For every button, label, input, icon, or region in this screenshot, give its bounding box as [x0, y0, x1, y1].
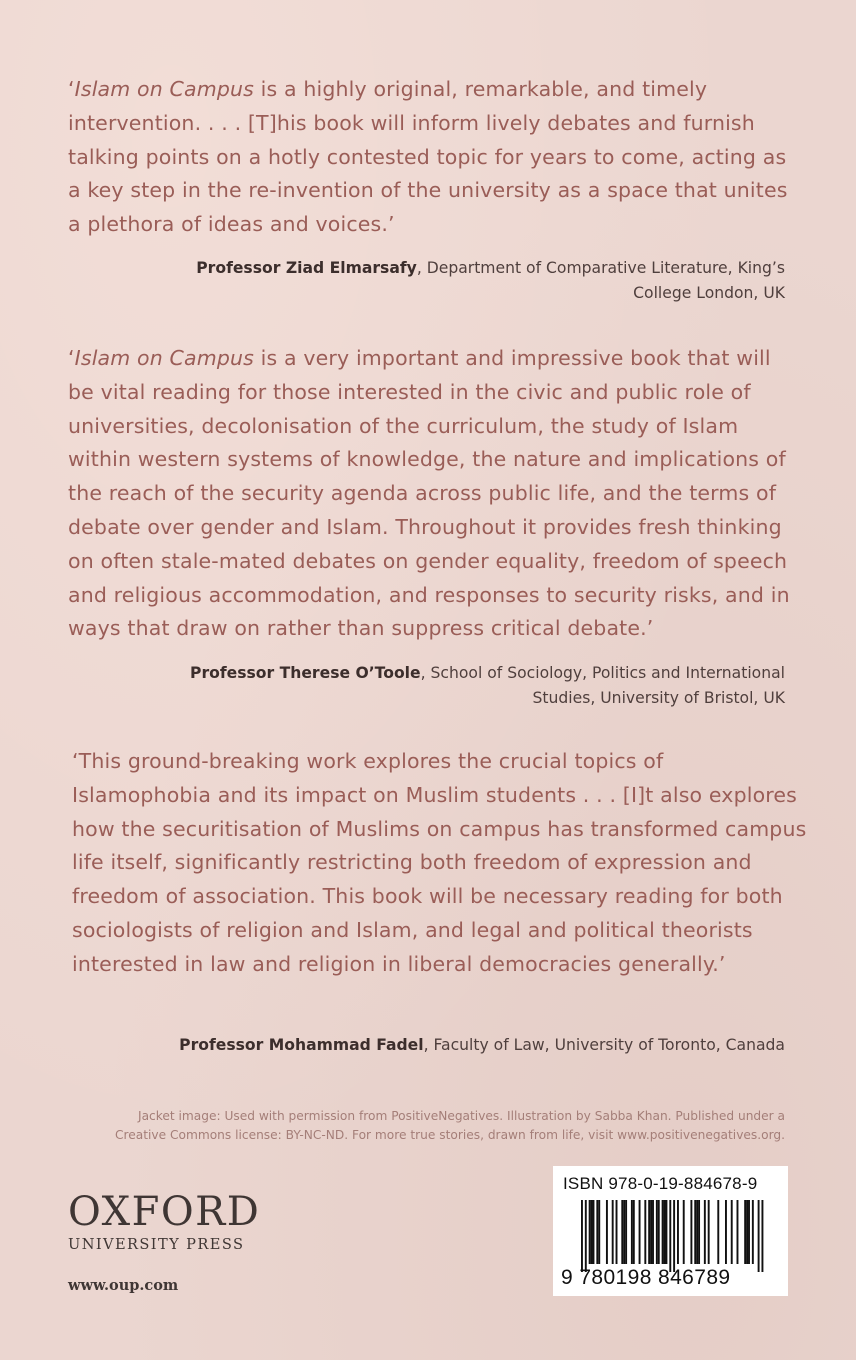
barcode-bar [761, 1200, 763, 1272]
barcode-bar [591, 1200, 593, 1264]
barcode-bar [639, 1200, 641, 1264]
barcode-bar [694, 1200, 696, 1264]
barcode-bar [758, 1200, 760, 1272]
publisher-name: OXFORD [68, 1189, 261, 1235]
barcode-bar [589, 1200, 591, 1264]
barcode-bar [652, 1200, 654, 1264]
review-2-quote: ‘Islam on Campus is a very important and impressive book that will be vital reading for those interested in the civic and public role of universities, decolonisation of the curriculum, the study of Islam within western systems of knowledge, the nature and implications of the reach of the security agenda across public life, and the terms of debate over gender and Islam. Throughout it provides fresh thinking on often stale-mated debates on gender equality, freedom of speech and religious accommodation, and responses to security risks, and in ways that draw on rather than suppress critical debate.’ [68, 346, 790, 641]
review-1-quote: ‘Islam on Campus is a highly original, remarkable, and timely intervention. . . . [T]his book will inform lively debates and furnish talking points on a hotly contested topic for years to come, acting as a key step in the re-invention of the university as a space that unites a plethora of ideas and voices.’ [68, 77, 788, 237]
barcode-bar [631, 1200, 633, 1264]
barcode-bar [669, 1200, 671, 1272]
review-1-attribution [145, 256, 785, 305]
jacket-image-credit: Jacket image: Used with permission from PositiveNegatives. Illustration by Sabba Khan. Published under a Creative Commons license: BY-NC-ND. For more true stories, drawn from life, visit www.positivenegatives.org. [115, 1109, 785, 1142]
barcode-bar [665, 1200, 667, 1264]
publisher-subtitle: UNIVERSITY PRESS [68, 1236, 245, 1253]
barcode-bar [664, 1200, 666, 1264]
barcode-digits: 9 780198 846789 [561, 1266, 731, 1289]
barcode-bar [623, 1200, 625, 1264]
review-2-body: is a very important and impressive book that will be vital reading for those interested in the civic and public role of universities, decolonisation of the curriculum, the study of Islam within western systems of knowledge, the nature and implications of the reach of the security agenda across public life, and the terms of debate over gender and Islam. Throughout it provides fresh thinking on often stale-mated debates on gender equality, freedom of speech and religious accommodation, and responses to security risks, and in ways that draw on rather than suppress critical debate.’ [68, 346, 790, 641]
barcode-bar [633, 1200, 635, 1264]
barcode-bar [598, 1200, 600, 1264]
barcode-bar [616, 1200, 618, 1264]
barcode-bar [606, 1200, 608, 1264]
barcode-bar [621, 1200, 623, 1264]
barcode-bar [717, 1200, 719, 1264]
barcode-bar [625, 1200, 627, 1264]
barcode-bar [656, 1200, 658, 1264]
barcode-bar [650, 1200, 652, 1264]
barcode-bar [683, 1200, 685, 1264]
barcode-bar [593, 1200, 595, 1264]
barcode-bar [673, 1200, 675, 1272]
review-3-quote: ‘This ground-breaking work explores the crucial topics of Islamophobia and its impact on Muslim students . . . [I]t also explores how the securitisation of Muslims on campus has transformed campus life itself, significantly restricting both freedom of expression and freedom of association. This book will be necessary reading for both sociologists of religion and Islam, and legal and political theorists interested in law and religion in liberal democracies generally.’ [72, 749, 807, 976]
review-2-book-title: Islam on Campus [74, 346, 254, 370]
barcode-bar [737, 1200, 739, 1264]
barcode-bar [708, 1200, 710, 1264]
review-1-body: is a highly original, remarkable, and timely intervention. . . . [T]his book will inform lively debates and furnish talking points on a hotly contested topic for years to come, acting as a key step in the re-invention of the university as a space that unites a plethora of ideas and voices.’ [68, 77, 788, 237]
barcode-bar [746, 1200, 748, 1264]
review-2-author: Professor Therese O’Toole [190, 664, 421, 682]
review-1-book-title: Islam on Campus [74, 77, 254, 101]
isbn-barcode [553, 1166, 788, 1296]
barcode-bar [748, 1200, 750, 1264]
barcode-bar [696, 1200, 698, 1264]
barcode-bar [752, 1200, 754, 1264]
publisher-logo [68, 1190, 260, 1254]
barcode-bar [662, 1200, 664, 1264]
review-1-affiliation: , Department of Comparative Literature, King’s College London, UK [416, 259, 785, 302]
barcode-bar [612, 1200, 614, 1264]
review-2-attribution [145, 661, 785, 710]
barcode-bar [648, 1200, 650, 1264]
barcode-bar [704, 1200, 706, 1264]
barcode-bar [725, 1200, 727, 1264]
review-3-attribution [145, 1033, 785, 1058]
barcode-bar [658, 1200, 660, 1264]
publisher-url: www.oup.com [68, 1277, 179, 1294]
barcode-bar [744, 1200, 746, 1264]
barcode-bar [677, 1200, 679, 1264]
barcode-bar [644, 1200, 646, 1264]
barcode-bar [698, 1200, 700, 1264]
isbn-label: ISBN 978-0-19-884678-9 [563, 1174, 758, 1193]
barcode-bar [731, 1200, 733, 1264]
barcode-bar [581, 1200, 583, 1272]
barcode-bar [690, 1200, 692, 1264]
barcode-bar [585, 1200, 587, 1272]
review-3-author: Professor Mohammad Fadel [179, 1036, 424, 1054]
review-2-affiliation: , School of Sociology, Politics and International Studies, University of Bristol, UK [420, 664, 785, 707]
review-1-author: Professor Ziad Elmarsafy [196, 259, 417, 277]
barcode-bar [596, 1200, 598, 1264]
review-3-affiliation: , Faculty of Law, University of Toronto, Canada [423, 1036, 785, 1054]
